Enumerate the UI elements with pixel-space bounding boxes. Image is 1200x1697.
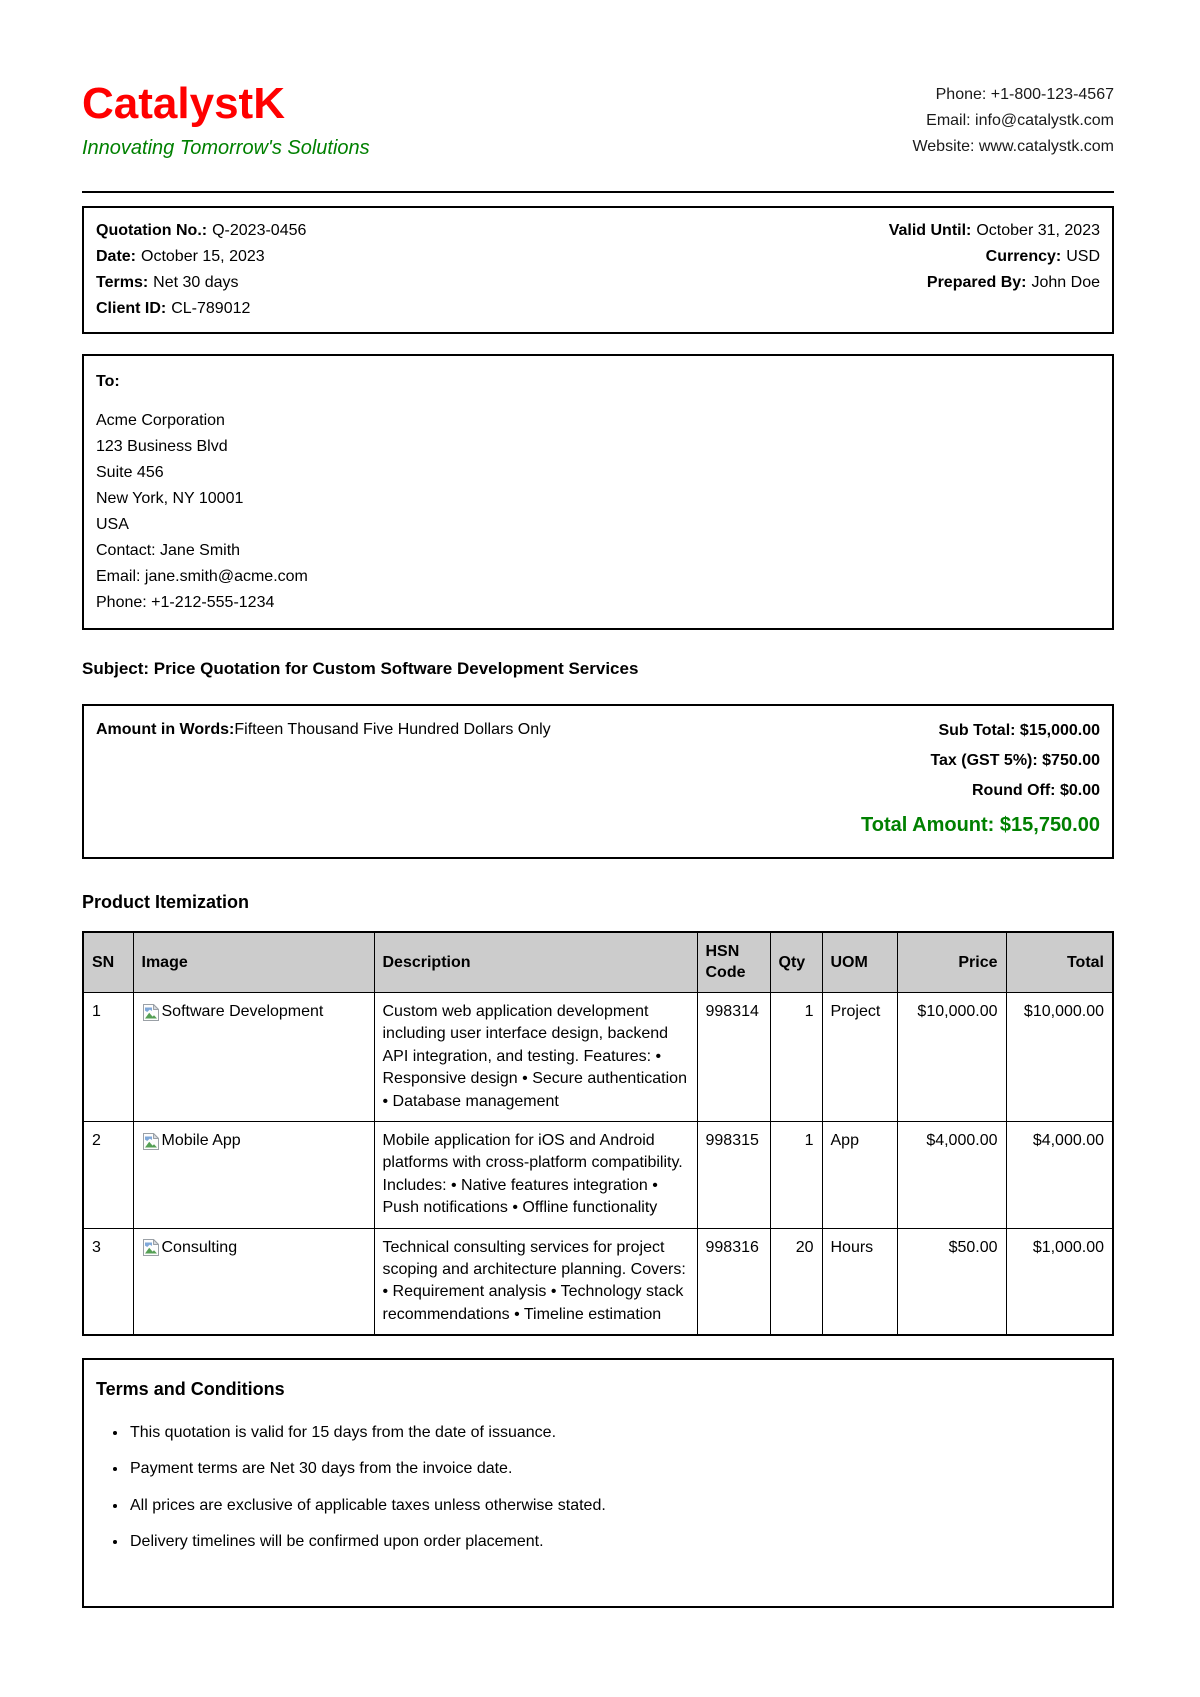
sn-cell: 1 xyxy=(83,993,133,1122)
hsn-cell: 998314 xyxy=(697,993,770,1122)
recipient-country: USA xyxy=(96,516,129,534)
qty-cell: 20 xyxy=(770,1228,822,1335)
company-contact-block xyxy=(912,80,1114,160)
totals-block xyxy=(861,716,1100,841)
quotation-info-box xyxy=(82,206,1114,334)
recipient-city: New York, NY 10001 xyxy=(96,490,244,508)
terms-list xyxy=(96,1421,1100,1553)
description-cell: Custom web application development including user interface design, backend API integration, and testing. Features: • Responsive design • Secure authentication • Database management xyxy=(374,993,697,1122)
currency-label: Currency: xyxy=(985,248,1062,266)
recipient-box xyxy=(82,354,1114,630)
terms-item: • This quotation is valid for 15 days from the date of issuance. xyxy=(128,1421,1100,1444)
product-image-placeholder xyxy=(142,1001,366,1023)
terms-item: • Payment terms are Net 30 days from the invoice date. xyxy=(128,1457,1100,1480)
company-identity xyxy=(82,80,370,163)
product-image-placeholder xyxy=(142,1130,366,1152)
company-tagline: Innovating Tomorrow's Solutions xyxy=(82,137,370,160)
column-header-image: Image xyxy=(133,932,374,993)
quotation-date-label: Date: xyxy=(96,248,137,266)
recipient-email: Email: jane.smith@acme.com xyxy=(96,568,308,586)
price-cell: $50.00 xyxy=(897,1228,1006,1335)
client-id-value: CL-789012 xyxy=(171,300,251,318)
hsn-cell: 998316 xyxy=(697,1228,770,1335)
total-cell: $4,000.00 xyxy=(1006,1122,1113,1229)
recipient-street: 123 Business Blvd xyxy=(96,438,228,456)
recipient-company: Acme Corporation xyxy=(96,412,225,430)
company-logo-text: CatalystK xyxy=(82,79,285,128)
total-cell: $1,000.00 xyxy=(1006,1228,1113,1335)
payment-terms-value: Net 30 days xyxy=(153,274,239,292)
roundoff-line: Round Off: $0.00 xyxy=(971,781,1100,799)
quotation-number-value: Q-2023-0456 xyxy=(212,222,307,240)
column-header-qty: Qty xyxy=(770,932,822,993)
uom-cell: App xyxy=(822,1122,897,1229)
quotation-number-label: Quotation No.: xyxy=(96,222,208,240)
broken-image-icon xyxy=(142,1238,160,1257)
product-image-placeholder xyxy=(142,1237,366,1259)
image-cell xyxy=(133,1228,374,1335)
uom-cell: Hours xyxy=(822,1228,897,1335)
table-row xyxy=(83,993,1113,1122)
quotation-date-row xyxy=(96,244,306,270)
table-row xyxy=(83,1122,1113,1229)
broken-image-icon xyxy=(142,1132,160,1151)
prepared-by-label: Prepared By: xyxy=(926,274,1027,292)
prepared-by-row xyxy=(889,270,1100,296)
recipient-phone: Phone: +1-212-555-1234 xyxy=(96,594,275,612)
itemization-heading: Product Itemization xyxy=(82,891,250,912)
document-header xyxy=(82,80,1114,193)
description-cell: Technical consulting services for project scoping and architecture planning. Covers: • Requirement analysis • Technology stack recommendations • Timeline estimation xyxy=(374,1228,697,1335)
company-website: Website: www.catalystk.com xyxy=(912,138,1114,155)
table-row xyxy=(83,1228,1113,1335)
amount-in-words xyxy=(96,716,551,841)
table-header-row xyxy=(83,932,1113,993)
tax-line: Tax (GST 5%): $750.00 xyxy=(930,751,1100,769)
terms-item: • All prices are exclusive of applicable taxes unless otherwise stated. xyxy=(128,1494,1100,1517)
payment-terms-row xyxy=(96,270,306,296)
image-alt-text: Mobile App xyxy=(161,1132,241,1150)
company-phone: Phone: +1-800-123-4567 xyxy=(935,86,1114,103)
qty-cell: 1 xyxy=(770,993,822,1122)
valid-until-value: October 31, 2023 xyxy=(976,222,1100,240)
price-cell: $10,000.00 xyxy=(897,993,1006,1122)
total-amount-line: Total Amount: $15,750.00 xyxy=(861,813,1100,836)
image-alt-text: Consulting xyxy=(161,1238,238,1256)
amount-summary-box xyxy=(82,704,1114,859)
qty-cell: 1 xyxy=(770,1122,822,1229)
quotation-info-right xyxy=(889,218,1100,322)
image-alt-text: Software Development xyxy=(161,1003,324,1021)
itemization-table xyxy=(82,931,1114,1336)
quotation-info-left xyxy=(96,218,306,322)
valid-until-row xyxy=(889,218,1100,244)
amount-in-words-value: Fifteen Thousand Five Hundred Dollars Only xyxy=(234,720,551,738)
sn-cell: 3 xyxy=(83,1228,133,1335)
terms-heading: Terms and Conditions xyxy=(96,1379,285,1400)
column-header-price: Price xyxy=(897,932,1006,993)
quotation-number-row xyxy=(96,218,306,244)
terms-item: • Delivery timelines will be confirmed upon order placement. xyxy=(128,1530,1100,1553)
column-header-uom: UOM xyxy=(822,932,897,993)
payment-terms-label: Terms: xyxy=(96,274,149,292)
prepared-by-value: John Doe xyxy=(1031,274,1100,292)
column-header-total: Total xyxy=(1006,932,1113,993)
client-id-row xyxy=(96,296,306,322)
description-cell: Mobile application for iOS and Android platforms with cross-platform compatibility. Includes: • Native features integration • Push notifications • Offline functionality xyxy=(374,1122,697,1229)
client-id-label: Client ID: xyxy=(96,300,167,318)
hsn-cell: 998315 xyxy=(697,1122,770,1229)
subtotal-line: Sub Total: $15,000.00 xyxy=(938,721,1100,739)
total-cell: $10,000.00 xyxy=(1006,993,1113,1122)
image-cell xyxy=(133,1122,374,1229)
recipient-heading: To: xyxy=(96,373,120,391)
sn-cell: 2 xyxy=(83,1122,133,1229)
price-cell: $4,000.00 xyxy=(897,1122,1006,1229)
recipient-suite: Suite 456 xyxy=(96,464,164,482)
column-header-hsn: HSN Code xyxy=(697,932,770,993)
valid-until-label: Valid Until: xyxy=(888,222,972,240)
broken-image-icon xyxy=(142,1003,160,1022)
quotation-date-value: October 15, 2023 xyxy=(141,248,265,266)
column-header-sn: SN xyxy=(83,932,133,993)
subject-line: Subject: Price Quotation for Custom Software Development Services xyxy=(82,659,639,679)
uom-cell: Project xyxy=(822,993,897,1122)
terms-box xyxy=(82,1358,1114,1608)
recipient-contact: Contact: Jane Smith xyxy=(96,542,241,560)
currency-value: USD xyxy=(1066,248,1100,266)
company-email: Email: info@catalystk.com xyxy=(926,112,1114,129)
amount-in-words-label: Amount in Words: xyxy=(96,720,235,738)
currency-row xyxy=(889,244,1100,270)
column-header-description: Description xyxy=(374,932,697,993)
image-cell xyxy=(133,993,374,1122)
